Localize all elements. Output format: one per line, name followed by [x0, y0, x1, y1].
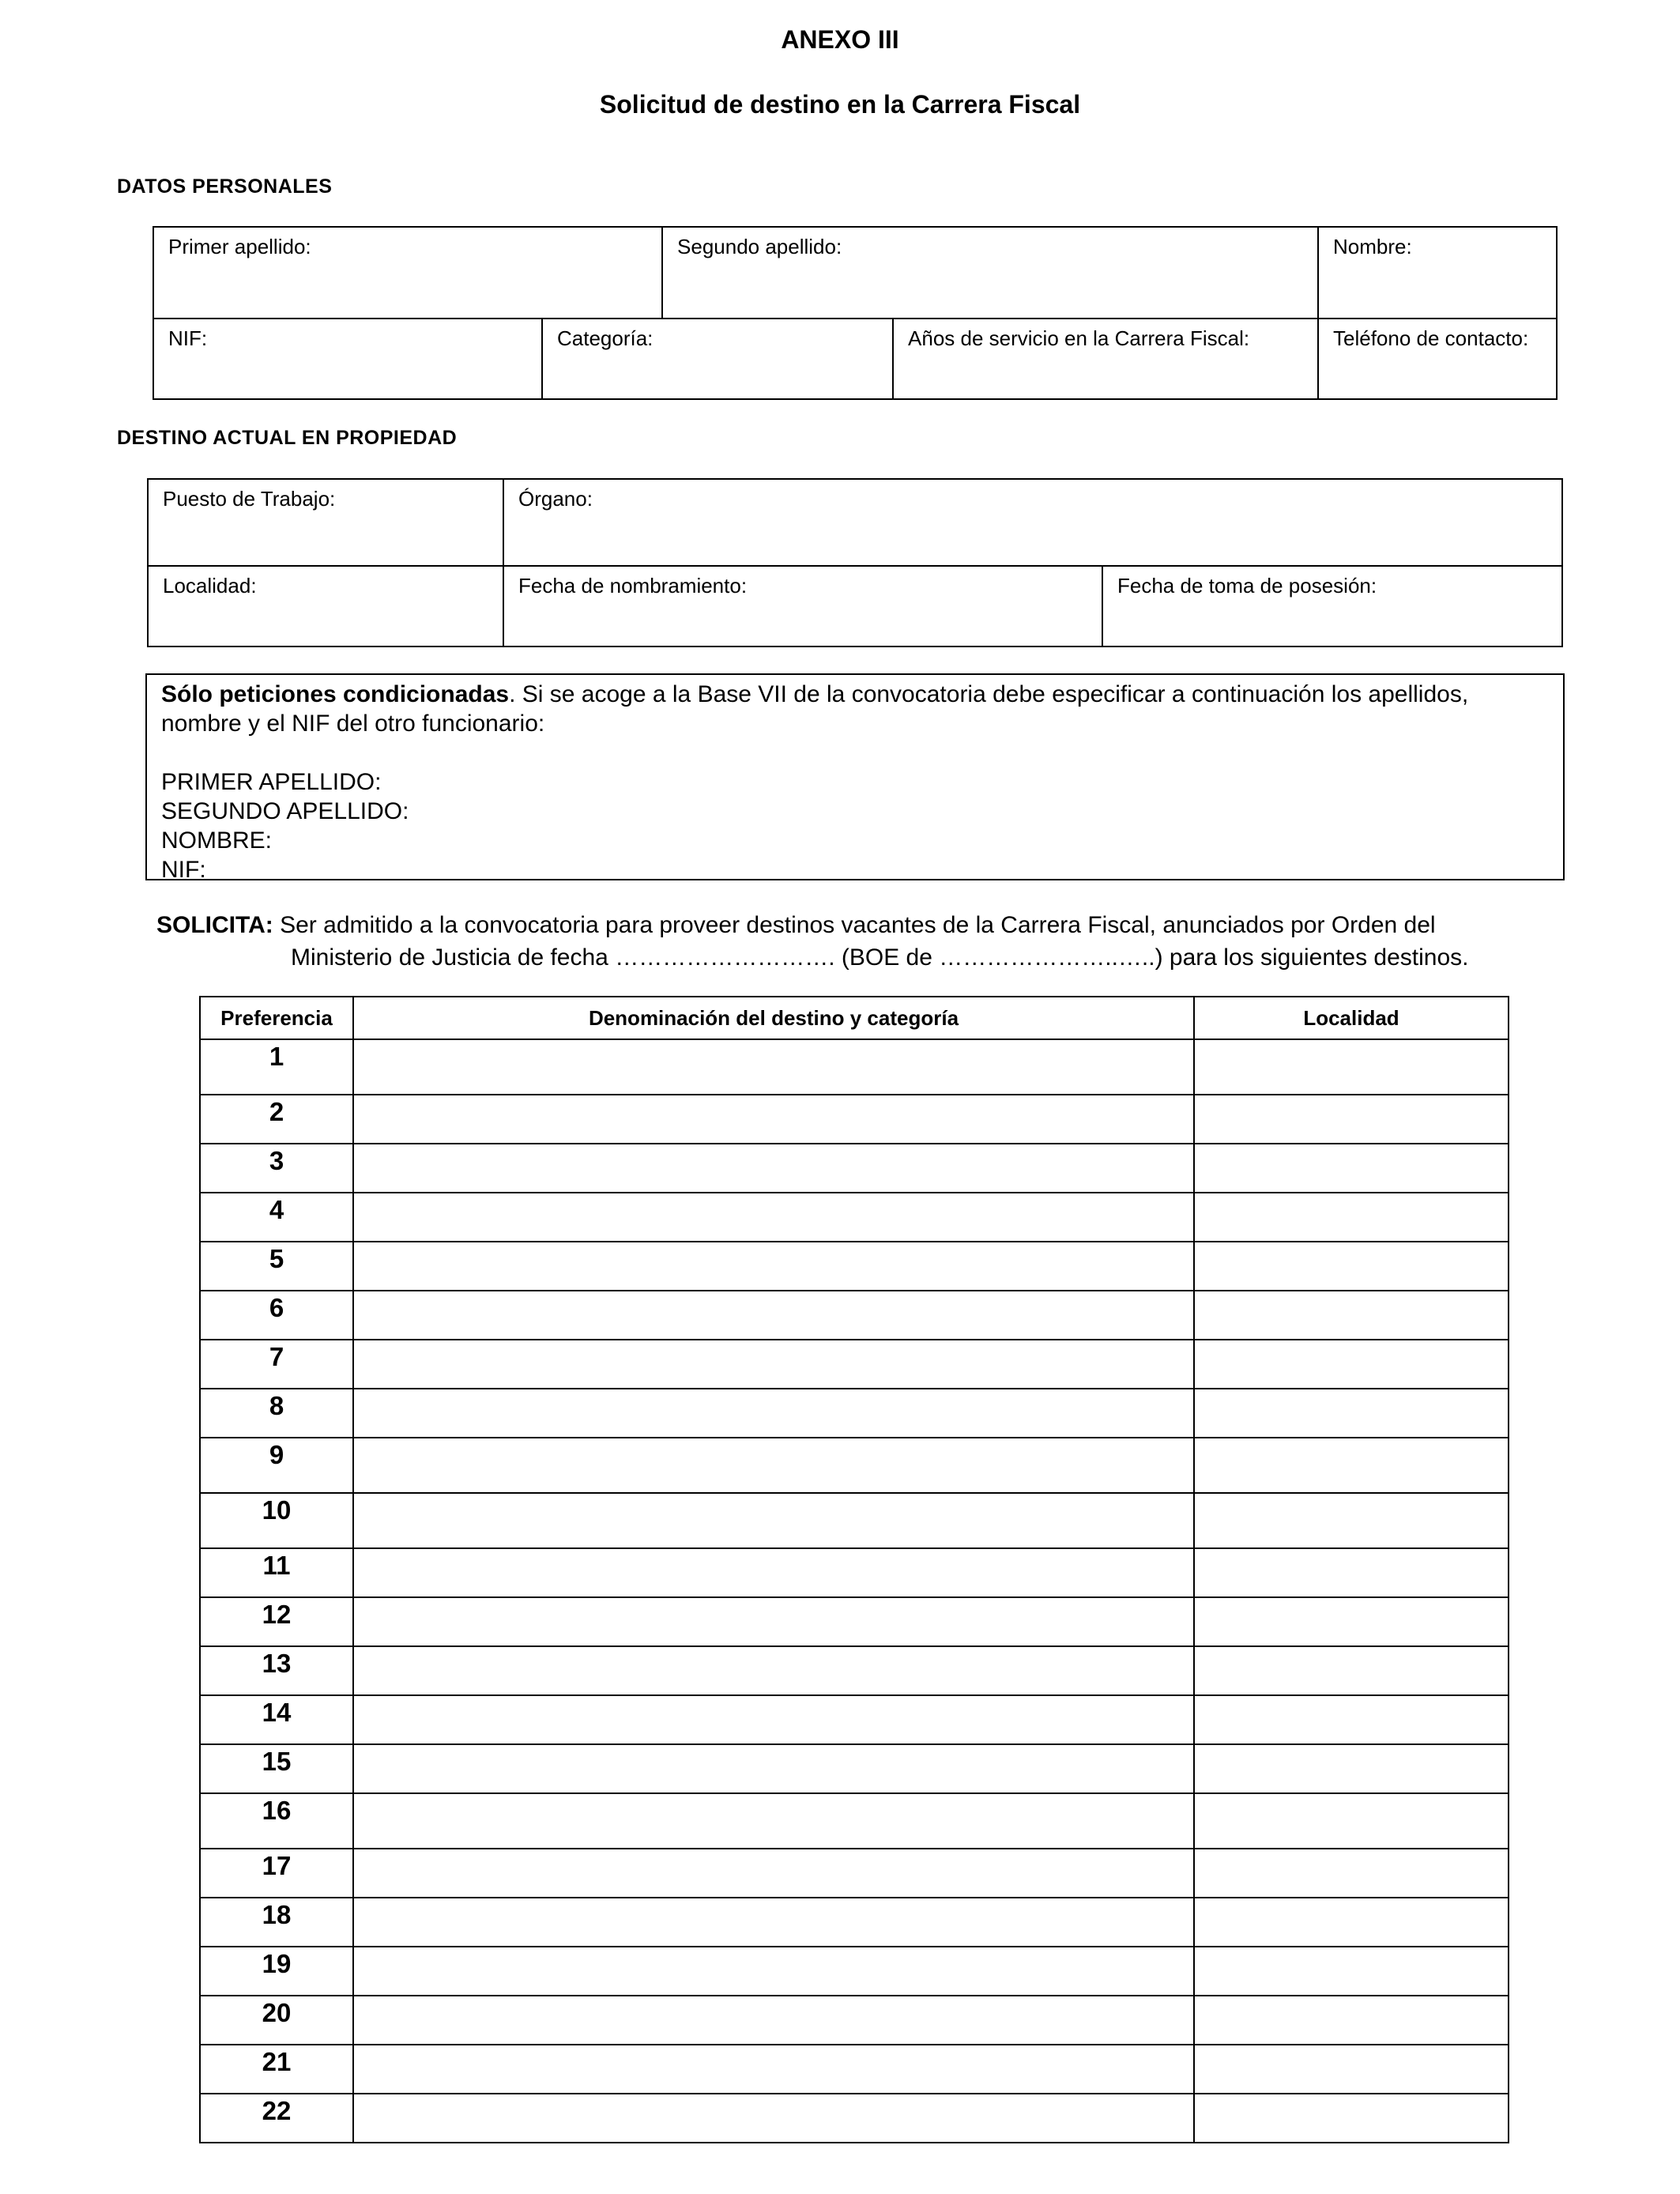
locality-cell[interactable] — [1194, 1340, 1509, 1389]
table-row — [200, 1144, 1509, 1193]
table-row — [200, 1695, 1509, 1744]
preference-number: 7 — [200, 1340, 353, 1389]
table-row — [200, 1438, 1509, 1493]
section-heading-destino: DESTINO ACTUAL EN PROPIEDAD — [117, 427, 458, 449]
table-row — [200, 1291, 1509, 1340]
field-label: Fecha de nombramiento: — [518, 574, 748, 598]
locality-cell[interactable] — [1194, 1291, 1509, 1340]
table-row — [200, 1597, 1509, 1646]
table-row — [200, 1340, 1509, 1389]
preference-number: 12 — [200, 1597, 353, 1646]
table-row — [200, 1039, 1509, 1095]
destination-cell[interactable] — [353, 1144, 1194, 1193]
field-label: Categoría: — [557, 326, 654, 350]
locality-cell[interactable] — [1194, 1389, 1509, 1438]
header-localidad: Localidad — [1194, 997, 1509, 1039]
field-fecha-posesion[interactable] — [1102, 566, 1562, 647]
field-label: NIF: — [168, 326, 208, 350]
destination-cell[interactable] — [353, 1493, 1194, 1548]
current-post-table — [147, 478, 1563, 647]
preferences-table — [199, 996, 1509, 2143]
preference-number: 8 — [200, 1389, 353, 1438]
field-fecha-nombramiento[interactable] — [503, 566, 1102, 647]
conditional-text: . Si se acoge a la Base VII de la convocatoria debe especificar a continuación los apellidos, nombre y el NIF del otro funcionario: — [161, 681, 1469, 737]
field-puesto-trabajo[interactable] — [148, 479, 503, 566]
destination-cell[interactable] — [353, 1695, 1194, 1744]
solicita-keyword: SOLICITA: — [156, 912, 273, 938]
destination-cell[interactable] — [353, 1438, 1194, 1493]
locality-cell[interactable] — [1194, 1597, 1509, 1646]
table-row — [200, 1242, 1509, 1291]
conditional-requests-box — [145, 673, 1565, 883]
locality-cell[interactable] — [1194, 2094, 1509, 2143]
preference-number: 9 — [200, 1438, 353, 1493]
destination-cell[interactable] — [353, 2045, 1194, 2094]
preference-number: 18 — [200, 1898, 353, 1947]
table-row — [200, 1193, 1509, 1242]
table-row — [200, 2045, 1509, 2094]
header-preferencia: Preferencia — [200, 997, 353, 1039]
conditional-lead: Sólo peticiones condicionadas — [161, 681, 510, 707]
table-row — [200, 1793, 1509, 1849]
table-row — [200, 1996, 1509, 2045]
destination-cell[interactable] — [353, 1548, 1194, 1597]
preference-number: 4 — [200, 1193, 353, 1242]
preference-number: 17 — [200, 1849, 353, 1898]
destination-cell[interactable] — [353, 1744, 1194, 1793]
preferences-body — [200, 1039, 1509, 2143]
destination-cell[interactable] — [353, 1340, 1194, 1389]
preference-number: 1 — [200, 1039, 353, 1095]
table-row — [200, 1744, 1509, 1793]
table-row — [200, 1646, 1509, 1695]
solicita-line1: Ser admitido a la convocatoria para proveer destinos vacantes de la Carrera Fiscal, anunciados por Orden del — [280, 912, 1436, 938]
destination-cell[interactable] — [353, 1095, 1194, 1144]
field-anos-servicio[interactable] — [893, 319, 1318, 399]
destination-cell[interactable] — [353, 1039, 1194, 1095]
field-telefono[interactable] — [1318, 319, 1557, 399]
destination-cell[interactable] — [353, 1597, 1194, 1646]
section-heading-personal: DATOS PERSONALES — [117, 175, 333, 198]
destination-cell[interactable] — [353, 1898, 1194, 1947]
locality-cell[interactable] — [1194, 1646, 1509, 1695]
other-primer-apellido[interactable]: PRIMER APELLIDO: — [161, 769, 382, 795]
field-nombre[interactable] — [1318, 227, 1557, 319]
preference-number: 3 — [200, 1144, 353, 1193]
table-row — [200, 2094, 1509, 2143]
field-label: Teléfono de contacto: — [1333, 326, 1529, 350]
locality-cell[interactable] — [1194, 1548, 1509, 1597]
preference-number: 19 — [200, 1947, 353, 1996]
field-label: Primer apellido: — [168, 235, 311, 258]
locality-cell[interactable] — [1194, 1493, 1509, 1548]
field-localidad[interactable] — [148, 566, 503, 647]
solicita-paragraph — [156, 909, 1579, 974]
field-primer-apellido[interactable] — [153, 227, 662, 319]
table-row — [200, 1493, 1509, 1548]
header-denominacion: Denominación del destino y categoría — [353, 997, 1194, 1039]
destination-cell[interactable] — [353, 2094, 1194, 2143]
field-label: Segundo apellido: — [677, 235, 842, 258]
field-label: Años de servicio en la Carrera Fiscal: — [908, 326, 1250, 350]
conditional-instructions — [161, 680, 1549, 738]
preference-number: 15 — [200, 1744, 353, 1793]
table-row — [200, 1947, 1509, 1996]
destination-cell[interactable] — [353, 1947, 1194, 1996]
locality-cell[interactable] — [1194, 1695, 1509, 1744]
locality-cell[interactable] — [1194, 2045, 1509, 2094]
other-nif[interactable]: NIF: — [161, 857, 206, 883]
table-row — [200, 1389, 1509, 1438]
destination-cell[interactable] — [353, 1242, 1194, 1291]
field-categoria[interactable] — [542, 319, 893, 399]
other-segundo-apellido[interactable]: SEGUNDO APELLIDO: — [161, 798, 409, 824]
field-organo[interactable] — [503, 479, 1562, 566]
locality-cell[interactable] — [1194, 1438, 1509, 1493]
field-segundo-apellido[interactable] — [662, 227, 1318, 319]
destination-cell[interactable] — [353, 1646, 1194, 1695]
form-title: Solicitud de destino en la Carrera Fiscal — [599, 90, 1081, 119]
preference-number: 13 — [200, 1646, 353, 1695]
locality-cell[interactable] — [1194, 1193, 1509, 1242]
preference-number: 6 — [200, 1291, 353, 1340]
locality-cell[interactable] — [1194, 1947, 1509, 1996]
locality-cell[interactable] — [1194, 1793, 1509, 1849]
locality-cell[interactable] — [1194, 1898, 1509, 1947]
destination-cell[interactable] — [353, 1193, 1194, 1242]
solicita-line2: Ministerio de Justicia de fecha ………………………. (BOE de …………………..…..) para los siguientes destinos. — [291, 944, 1469, 971]
preference-number: 10 — [200, 1493, 353, 1548]
field-label: Fecha de toma de posesión: — [1117, 574, 1377, 598]
preference-number: 2 — [200, 1095, 353, 1144]
destination-cell[interactable] — [353, 1389, 1194, 1438]
locality-cell[interactable] — [1194, 1744, 1509, 1793]
locality-cell[interactable] — [1194, 1095, 1509, 1144]
table-row — [200, 1095, 1509, 1144]
locality-cell[interactable] — [1194, 1996, 1509, 2045]
destination-cell[interactable] — [353, 1996, 1194, 2045]
table-row — [200, 1898, 1509, 1947]
preference-number: 14 — [200, 1695, 353, 1744]
destination-cell[interactable] — [353, 1291, 1194, 1340]
preference-number: 11 — [200, 1548, 353, 1597]
preference-number: 16 — [200, 1793, 353, 1849]
field-label: Órgano: — [518, 487, 593, 511]
preference-number: 5 — [200, 1242, 353, 1291]
personal-data-table — [153, 226, 1558, 400]
locality-cell[interactable] — [1194, 1144, 1509, 1193]
preference-number: 21 — [200, 2045, 353, 2094]
table-row — [200, 1548, 1509, 1597]
field-label: Nombre: — [1333, 235, 1412, 258]
locality-cell[interactable] — [1194, 1242, 1509, 1291]
locality-cell[interactable] — [1194, 1849, 1509, 1898]
destination-cell[interactable] — [353, 1849, 1194, 1898]
destination-cell[interactable] — [353, 1793, 1194, 1849]
locality-cell[interactable] — [1194, 1039, 1509, 1095]
field-nif[interactable] — [153, 319, 542, 399]
preference-number: 20 — [200, 1996, 353, 2045]
preference-number: 22 — [200, 2094, 353, 2143]
table-row — [200, 1849, 1509, 1898]
field-label: Puesto de Trabajo: — [163, 487, 336, 511]
annex-title: ANEXO III — [781, 25, 899, 54]
field-label: Localidad: — [163, 574, 257, 598]
other-nombre[interactable]: NOMBRE: — [161, 827, 273, 854]
